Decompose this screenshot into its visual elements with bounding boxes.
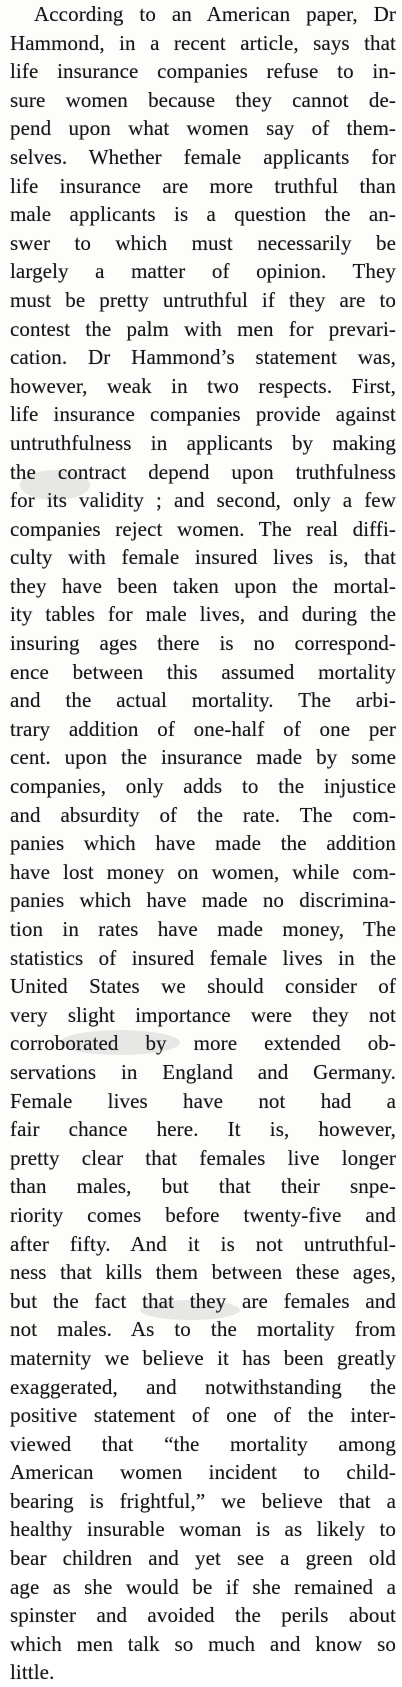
- article-line: insuring ages there is no correspond-: [10, 631, 396, 656]
- article-line: contest the palm with men for prevari-: [10, 316, 396, 341]
- article-line: culty with female insured lives is, that: [10, 545, 396, 570]
- article-line: selves. Whether female applicants for: [10, 144, 396, 169]
- article-line: ence between this assumed mortality: [10, 659, 396, 684]
- article-line: however, weak in two respects. First,: [10, 373, 396, 398]
- article-line: Female lives have not had a: [10, 1088, 396, 1113]
- article-line: pretty clear that females live longer: [10, 1145, 396, 1170]
- article-line: ity tables for male lives, and during the: [10, 602, 396, 627]
- article-line: Hammond, in a recent article, says that: [10, 30, 396, 55]
- article-line: positive statement of one of the inter-: [10, 1403, 396, 1428]
- article-line: bearing is frightful,” we believe that a: [10, 1488, 396, 1513]
- article-line: male applicants is a question the an-: [10, 202, 396, 227]
- article-line: cation. Dr Hammond’s statement was,: [10, 345, 396, 370]
- article-line: panies which have made the addition: [10, 831, 396, 856]
- article-line: tion in rates have made money, The: [10, 917, 396, 941]
- article-line: cent. upon the insurance made by some: [10, 745, 396, 770]
- article-line: companies, only adds to the injustice: [10, 774, 396, 799]
- article-line: trary addition of one-half of one per: [10, 716, 396, 741]
- article-line: bear children and yet see a green old: [10, 1546, 396, 1571]
- article-line: corroborated by more extended ob-: [10, 1031, 396, 1056]
- article-line: age as she would be if she remained a: [10, 1574, 396, 1599]
- article-line: ness that kills them between these ages,: [10, 1260, 396, 1285]
- article-line: According to an American paper, Dr: [34, 2, 396, 26]
- article-line: untruthfulness in applicants by making: [10, 430, 396, 455]
- article-line: spinster and avoided the perils about: [10, 1603, 396, 1628]
- article-line: very slight importance were they not: [10, 1002, 396, 1027]
- article-line: life insurance are more truthful than: [10, 173, 396, 198]
- article-line: must be pretty untruthful if they are to: [10, 287, 396, 312]
- article-line: maternity we believe it has been greatly: [10, 1345, 396, 1370]
- article-line: not males. As to the mortality from: [10, 1317, 396, 1342]
- article-line: servations in England and Germany.: [10, 1059, 396, 1084]
- article-line: for its validity ; and second, only a few: [10, 488, 396, 513]
- article-line: United States we should consider of: [10, 974, 396, 999]
- article-line: the contract depend upon truthfulness: [10, 459, 396, 484]
- article-line: little.: [10, 1660, 55, 1685]
- article-line: swer to which must necessarily be: [10, 230, 396, 255]
- article-line: pend upon what women say of them-: [10, 116, 396, 141]
- article-line: which men talk so much and know so: [10, 1631, 396, 1656]
- article-line: life insurance companies refuse to in-: [10, 59, 396, 84]
- article-line: they have been taken upon the mortal-: [10, 573, 396, 598]
- article-line: largely a matter of opinion. They: [10, 259, 396, 284]
- article-line: life insurance companies provide against: [10, 402, 396, 427]
- article-line: companies reject women. The real diffi-: [10, 516, 396, 541]
- article-line: exaggerated, and notwithstanding the: [10, 1374, 396, 1399]
- article-line: American women incident to child-: [10, 1460, 396, 1485]
- article-line: sure women because they cannot de-: [10, 87, 396, 112]
- article-line: statistics of insured female lives in the: [10, 945, 396, 970]
- article-line: panies which have made no discrimina-: [10, 888, 396, 913]
- article-column: [10, 0, 396, 1687]
- article-line: than males, but that their snpe-: [10, 1174, 396, 1199]
- article-line: healthy insurable woman is as likely to: [10, 1517, 396, 1542]
- article-line: have lost money on women, while com-: [10, 859, 396, 884]
- article-line: but the fact that they are females and: [10, 1288, 396, 1313]
- article-line: fair chance here. It is, however,: [10, 1117, 396, 1142]
- article-line: and absurdity of the rate. The com-: [10, 802, 396, 827]
- article-line: after fifty. And it is not untruthful-: [10, 1231, 396, 1256]
- article-line: and the actual mortality. The arbi-: [10, 688, 396, 713]
- article-line: viewed that “the mortality among: [10, 1431, 396, 1456]
- article-line: riority comes before twenty-five and: [10, 1202, 396, 1227]
